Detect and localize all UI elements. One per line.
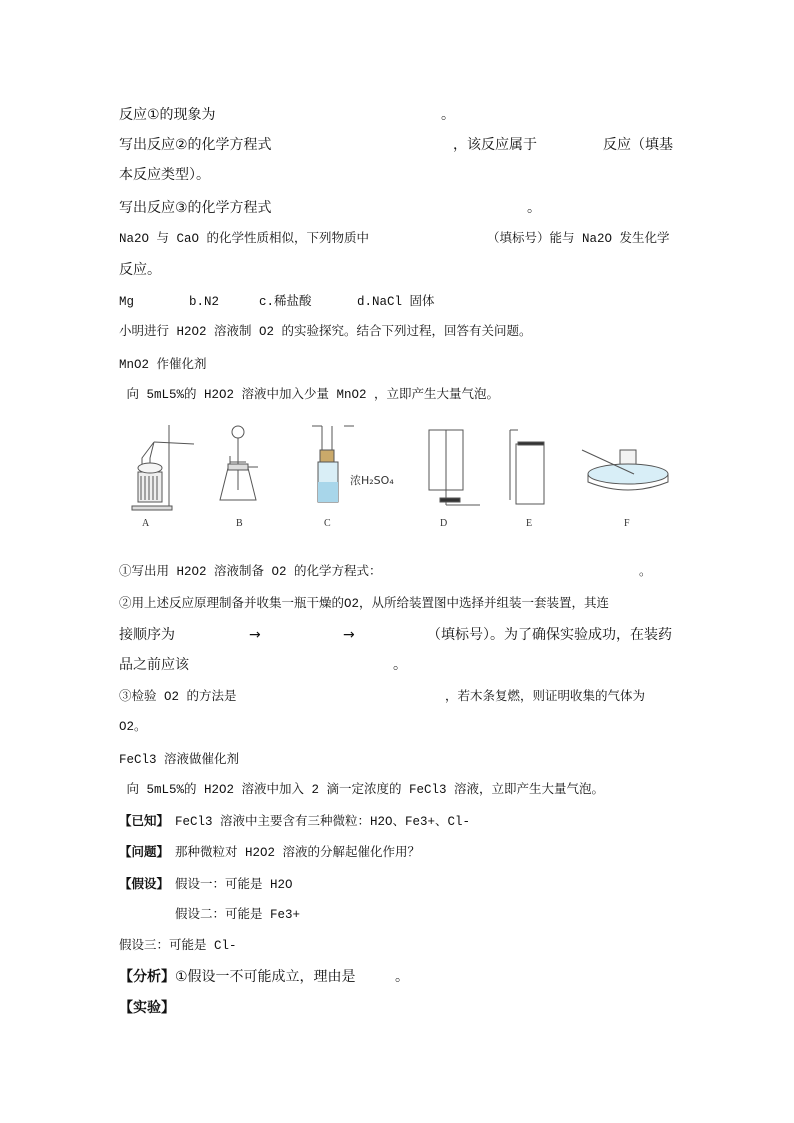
- test-o2-end: O2。: [119, 720, 147, 734]
- label-e: E: [526, 518, 533, 529]
- tag-known: 【已知】: [119, 815, 170, 829]
- tag-question: 【问题】: [119, 846, 170, 860]
- line-8: [119, 323, 532, 359]
- hypothesis-2: 假设二：可能是 Fe3+: [175, 908, 301, 922]
- period: 。: [395, 969, 409, 985]
- label-f: F: [624, 518, 630, 529]
- apparatus-c: [312, 426, 354, 502]
- na2o-question-end: （填标号）能与 Na2O 发生化学: [487, 232, 670, 246]
- option-c: c.稀盐酸: [259, 295, 312, 309]
- line-18: [119, 781, 605, 817]
- apparatus-figure: [124, 420, 684, 540]
- fecl3-procedure: 向 5mL5%的 H2O2 溶液中加入 2 滴一定浓度的 FeCl3 溶液，立即产生大量气泡。: [119, 783, 605, 797]
- apparatus-e: [510, 430, 544, 504]
- period: 。: [527, 200, 541, 216]
- reaction1-phenomenon-prompt: 反应①的现象为: [119, 107, 216, 123]
- label-b: B: [236, 518, 243, 529]
- test-o2-prompt: ③检验 O2 的方法是: [119, 690, 237, 704]
- label-c: C: [324, 518, 331, 529]
- option-a: Mg: [119, 295, 135, 309]
- arrow-2: →: [343, 627, 355, 643]
- na2o-question-tail: 反应。: [119, 262, 161, 278]
- label-a: A: [142, 518, 150, 529]
- period: 。: [639, 565, 652, 579]
- question-text: 那种微粒对 H2O2 溶液的分解起催化作用？: [175, 846, 421, 860]
- reaction-type-prompt: ，该反应属于: [453, 137, 537, 153]
- mno2-procedure: 向 5mL5%的 H2O2 溶液中加入少量 MnO2 ，立即产生大量气泡。: [119, 388, 500, 402]
- arrow-1: →: [249, 627, 261, 643]
- apparatus-a: [132, 425, 194, 510]
- reaction-type-end: 本反应类型）。: [119, 167, 210, 183]
- line-6: [119, 261, 161, 297]
- hypothesis-1: 假设一：可能是 H2O: [175, 878, 293, 892]
- reaction3-equation-prompt: 写出反应③的化学方程式: [119, 200, 272, 216]
- tag-analysis: 【分析】: [119, 969, 175, 985]
- na2o-question: Na2O 与 CaO 的化学性质相似，下列物质中: [119, 232, 370, 246]
- section-mno2-heading: MnO2 作催化剂: [119, 358, 207, 372]
- experiment-intro: 小明进行 H2O2 溶液制 O2 的实验探究。结合下列过程，回答有关问题。: [119, 325, 532, 339]
- o2-equation-prompt: ①写出用 H2O2 溶液制备 O2 的化学方程式：: [119, 565, 382, 579]
- reaction-type-suffix: 反应（填基: [603, 137, 673, 153]
- hypothesis-3: 假设三：可能是 Cl-: [119, 939, 237, 953]
- before-loading-prompt: 品之前应该: [119, 657, 189, 673]
- apparatus-f: [582, 450, 668, 490]
- section-fecl3-heading: FeCl3 溶液做催化剂: [119, 753, 240, 767]
- line-3: [119, 166, 210, 202]
- assembly-question: ②用上述反应原理制备并收集一瓶干燥的O2，从所给装置图中选择并组装一套装置，其连: [119, 597, 610, 611]
- period: 。: [441, 107, 455, 123]
- line-25: [119, 999, 175, 1035]
- sequence-suffix: （填标号）。为了确保实验成功，在装药: [427, 627, 672, 643]
- known-text: FeCl3 溶液中主要含有三种微粒：H2O、Fe3+、Cl-: [175, 815, 471, 829]
- label-d: D: [440, 518, 448, 529]
- tag-hypothesis: 【假设】: [119, 878, 170, 892]
- line-10: [119, 386, 500, 422]
- apparatus-b: [220, 426, 258, 500]
- reagent-label: 浓H₂SO₄: [350, 474, 394, 487]
- analysis-text: ①假设一不可能成立，理由是: [175, 969, 356, 985]
- period: 。: [393, 657, 407, 673]
- apparatus-d: [429, 430, 480, 505]
- option-b: b.N2: [189, 295, 220, 309]
- test-o2-result: ，若木条复燃，则证明收集的气体为: [445, 690, 646, 704]
- sequence-prompt: 接顺序为: [119, 627, 175, 643]
- option-d: d.NaCl 固体: [357, 295, 435, 309]
- line-16: [119, 718, 147, 754]
- tag-experiment: 【实验】: [119, 1000, 175, 1016]
- reaction2-equation-prompt: 写出反应②的化学方程式: [119, 137, 272, 153]
